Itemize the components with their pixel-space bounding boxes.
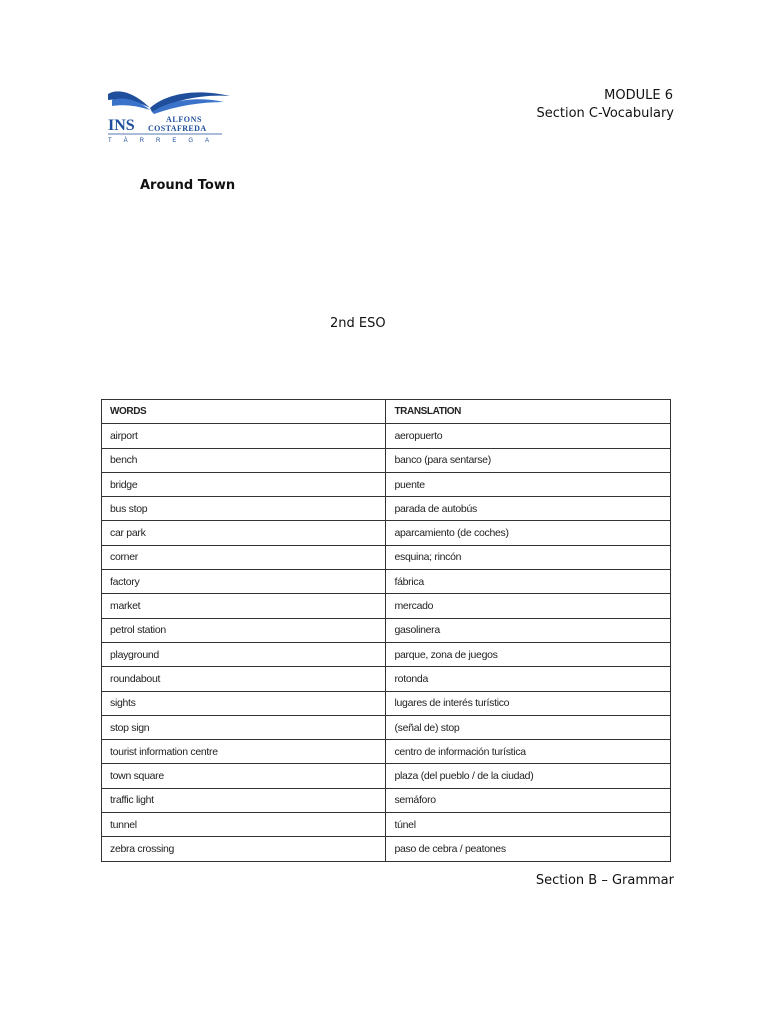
table-row (102, 813, 671, 837)
table-row (102, 570, 671, 594)
open-book-logo-icon (104, 86, 234, 144)
word-cell: car park (102, 521, 386, 545)
word-cell: bridge (102, 472, 386, 496)
section-title: Section C-Vocabulary (536, 106, 674, 121)
translation-cell: puente (386, 472, 671, 496)
table-row (102, 424, 671, 448)
vocabulary-table (101, 399, 671, 862)
word-cell: sights (102, 691, 386, 715)
word-cell: petrol station (102, 618, 386, 642)
table-row (102, 715, 671, 739)
word-cell: tunnel (102, 813, 386, 837)
table-row (102, 740, 671, 764)
table-row (102, 448, 671, 472)
table-row (102, 497, 671, 521)
translation-cell: centro de información turística (386, 740, 671, 764)
translation-cell: rotonda (386, 667, 671, 691)
word-cell: airport (102, 424, 386, 448)
translation-column-header: TRANSLATION (386, 400, 671, 424)
grade-label: 2nd ESO (330, 316, 386, 331)
translation-cell: aparcamiento (de coches) (386, 521, 671, 545)
table-row (102, 837, 671, 861)
school-logo (104, 86, 234, 144)
table-row (102, 667, 671, 691)
word-cell: bus stop (102, 497, 386, 521)
word-cell: tourist information centre (102, 740, 386, 764)
svg-text:INS: INS (108, 117, 135, 134)
translation-cell: banco (para sentarse) (386, 448, 671, 472)
word-cell: zebra crossing (102, 837, 386, 861)
word-cell: factory (102, 570, 386, 594)
table-row (102, 472, 671, 496)
word-cell: corner (102, 545, 386, 569)
translation-cell: fábrica (386, 570, 671, 594)
translation-cell: plaza (del pueblo / de la ciudad) (386, 764, 671, 788)
translation-cell: aeropuerto (386, 424, 671, 448)
translation-cell: (señal de) stop (386, 715, 671, 739)
translation-cell: gasolinera (386, 618, 671, 642)
table-row (102, 642, 671, 666)
translation-cell: mercado (386, 594, 671, 618)
table-row (102, 764, 671, 788)
table-row (102, 788, 671, 812)
table-row (102, 521, 671, 545)
word-cell: market (102, 594, 386, 618)
table-row (102, 594, 671, 618)
translation-cell: parada de autobús (386, 497, 671, 521)
translation-cell: parque, zona de juegos (386, 642, 671, 666)
word-cell: town square (102, 764, 386, 788)
module-title: MODULE 6 (604, 88, 673, 103)
translation-cell: esquina; rincón (386, 545, 671, 569)
word-cell: playground (102, 642, 386, 666)
translation-cell: paso de cebra / peatones (386, 837, 671, 861)
table-row (102, 618, 671, 642)
svg-text:TÀRREGA: TÀRREGA (108, 138, 222, 144)
table-header-row (102, 400, 671, 424)
table-row (102, 545, 671, 569)
words-column-header: WORDS (102, 400, 386, 424)
word-cell: traffic light (102, 788, 386, 812)
topic-heading: Around Town (140, 178, 236, 193)
translation-cell: túnel (386, 813, 671, 837)
svg-text:COSTAFREDA: COSTAFREDA (148, 124, 207, 133)
translation-cell: lugares de interés turístico (386, 691, 671, 715)
svg-text:ALFONS: ALFONS (166, 115, 203, 124)
next-section-title: Section B – Grammar (535, 873, 674, 888)
word-cell: bench (102, 448, 386, 472)
word-cell: roundabout (102, 667, 386, 691)
word-cell: stop sign (102, 715, 386, 739)
translation-cell: semáforo (386, 788, 671, 812)
table-row (102, 691, 671, 715)
